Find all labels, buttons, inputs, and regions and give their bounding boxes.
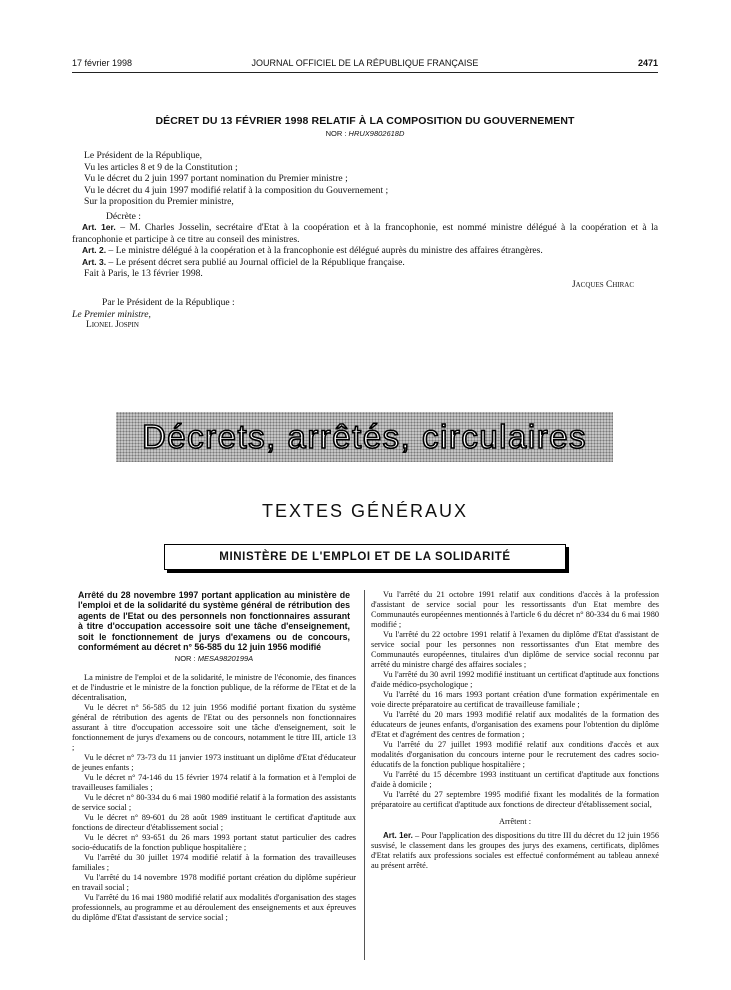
decree-visa: Vu le décret du 2 juin 1997 portant nomination du Premier ministre ; bbox=[84, 173, 348, 184]
decree-nor-label: NOR : bbox=[325, 129, 347, 138]
header-journal-title: JOURNAL OFFICIEL DE LA RÉPUBLIQUE FRANÇAISE bbox=[251, 58, 479, 68]
decree-nor-code: HRUX9802618D bbox=[348, 129, 405, 138]
arrete-paragraph: Vu l'arrêté du 15 décembre 1993 instituant un certificat d'aptitude aux fonctions d'aide à domicile ; bbox=[371, 770, 659, 789]
arrete-nor-code: MESA9820199A bbox=[197, 654, 254, 664]
decree-body bbox=[72, 150, 658, 332]
arrete-paragraph: Vu l'arrêté du 14 novembre 1978 modifié portant création du diplôme supérieur en travail social ; bbox=[72, 873, 356, 893]
column-divider bbox=[364, 590, 365, 960]
arrete-paragraph: La ministre de l'emploi et de la solidarité, le ministre de l'économie, des finances et de l'industrie et le ministre de la fonction publique, de la réforme de l'Etat et de la décentralisation, bbox=[72, 673, 356, 703]
decree-decrete: Décrète : bbox=[106, 210, 141, 222]
section-banner bbox=[116, 412, 613, 462]
arrete-paragraph: Vu le décret n° 73-73 du 11 janvier 1973 instituant un diplôme d'Etat d'éducateur de jeunes enfants ; bbox=[72, 753, 356, 773]
arrete-paragraph: Vu l'arrêté du 27 septembre 1995 modifié fixant les modalités de la formation préparatoire au certificat d'aptitude aux fonctions de directeur d'établissement social, bbox=[371, 790, 659, 809]
article-text: – M. Charles Josselin, secrétaire d'Etat à la coopération et à la francophonie, est nommé ministre délégué à la coopération et à la francophonie et participe à ce titre au conseil des ministres. bbox=[72, 222, 658, 245]
decree-title: DÉCRET DU 13 FÉVRIER 1998 RELATIF À LA COMPOSITION DU GOUVERNEMENT bbox=[155, 115, 575, 127]
decree-visa: Le Président de la République, bbox=[84, 150, 203, 161]
article-text: – Pour l'application des dispositions du titre III du décret du 12 juin 1956 susvisé, le classement dans les groupes des jurys des examens, certificats, diplômes d'Etat relatifs aux professions sociales est effectué conformément au tableau annexé au présent arrêté. bbox=[371, 831, 659, 870]
arrete-paragraph: Vu l'arrêté du 16 mars 1993 portant création d'une formation expérimentale en voie directe préparatoire au certificat de travailleuse familiale ; bbox=[371, 690, 659, 709]
arrete-paragraph: Vu le décret n° 80-334 du 6 mai 1980 modifié relatif à la formation des assistants de service social ; bbox=[72, 793, 356, 813]
decree-visa: Vu les articles 8 et 9 de la Constitution ; bbox=[84, 161, 238, 173]
arrete-nor bbox=[72, 654, 356, 664]
decree-pm-name: Lionel Jospin bbox=[86, 320, 139, 330]
arrete-paragraph: Vu l'arrêté du 20 mars 1993 modifié relatif aux modalités de la formation des éducateurs de jeunes enfants, d'organisation des examens pour l'obtention du diplôme d'Etat et d'agrément des centres de formation ; bbox=[371, 710, 659, 739]
header-date: 17 février 1998 bbox=[72, 58, 133, 68]
running-header bbox=[72, 58, 658, 73]
ministry-heading: MINISTÈRE DE L'EMPLOI ET DE LA SOLIDARITÉ bbox=[164, 544, 566, 570]
arrete-paragraph: Vu l'arrêté du 16 mai 1980 modifié relatif aux modalités d'organisation des stages professionnels, au programme et au déroulement des enseignements et aux épreuves du diplôme d'Etat d'assistant de service social ; bbox=[72, 893, 356, 923]
decree-article-2 bbox=[72, 245, 658, 257]
arrete-paragraph: Vu le décret n° 74-146 du 15 février 1974 relatif à la formation et à l'emploi de travailleuses familiales ; bbox=[72, 773, 356, 793]
article-text: – Le ministre délégué à la coopération et à la francophonie est délégué auprès du ministre des affaires étrangères. bbox=[106, 245, 543, 256]
left-column bbox=[72, 590, 356, 923]
decree-nor bbox=[72, 129, 658, 138]
decree-signer: Jacques Chirac bbox=[571, 279, 634, 290]
arrete-paragraph: Vu le décret n° 93-651 du 26 mars 1993 portant statut particulier des cadres socio-éducatifs de la fonction publique hospitalière ; bbox=[72, 833, 356, 853]
arrete-nor-label: NOR : bbox=[174, 654, 196, 664]
article-label: Art. 1er. bbox=[383, 831, 413, 840]
arrete-title: Arrêté du 28 novembre 1997 portant application au ministère de l'emploi et de la solidarité du système général de rétribution des agents de l'Etat ou des personnels non fonctionnaires assurant à titre d'occupation accessoire soit une tâche d'enseignement, soit le fonctionnement de jurys d'examens ou de concours, conformément au décret n° 56-585 du 12 juin 1956 modifié bbox=[78, 590, 350, 653]
arrete-paragraph: Vu l'arrêté du 30 juillet 1974 modifié relatif à la formation des travailleuses familiales ; bbox=[72, 853, 356, 873]
article-label: Art. 3. bbox=[82, 256, 107, 267]
arrete-article-1 bbox=[371, 831, 659, 871]
decree-article-3 bbox=[72, 257, 658, 269]
decree-par-le-president: Par le Président de la République : bbox=[102, 297, 235, 308]
arrete-paragraph: Vu l'arrêté du 22 octobre 1991 relatif à l'examen du diplôme d'Etat d'assistant de service social pour les personnes non ressortissantes d'un Etat membre des Communautés européennes, titulaires d'un diplôme de service social reconnu par arrêté du ministre chargé des affaires sociales ; bbox=[371, 630, 659, 669]
right-column bbox=[371, 590, 659, 871]
section-heading: TEXTES GÉNÉRAUX bbox=[261, 501, 469, 521]
arrete-paragraph: Vu le décret n° 89-601 du 28 août 1989 instituant le certificat d'aptitude aux fonctions de directeur d'établissement social ; bbox=[72, 813, 356, 833]
decree-article-1 bbox=[72, 222, 658, 245]
decree-pm-title: Le Premier ministre, bbox=[72, 308, 151, 320]
arrete-arretent: Arrêtent : bbox=[498, 817, 532, 826]
decree-visa: Vu le décret du 4 juin 1997 modifié relatif à la composition du Gouvernement ; bbox=[84, 184, 389, 196]
arrete-paragraph: Vu l'arrêté du 21 octobre 1991 relatif aux conditions d'accès à la profession d'assistant de service social pour les ressortissants d'un Etat membre des Communautés européennes mentionnés à l'article 6 du décret n° 80-334 du 6 mai 1980 modifié ; bbox=[371, 590, 659, 629]
header-page-number: 2471 bbox=[637, 58, 658, 68]
arrete-paragraph: Vu l'arrêté du 27 juillet 1993 modifié relatif aux conditions d'accès et aux modalités d'organisation du concours interne pour le recrutement des cadres socio-éducatifs de la fonction publique hospitalière ; bbox=[371, 740, 659, 769]
arrete-paragraph: Vu le décret n° 56-585 du 12 juin 1956 modifié portant fixation du système général de rétribution des agents de l'Etat ou des personnels non fonctionnaires assurant à titre d'occupation accessoire soit une tâche d'enseignement, soit le fonctionnement de jurys d'examens ou de concours, notamment le titre III, article 13 ; bbox=[72, 703, 356, 753]
decree-fait: Fait à Paris, le 13 février 1998. bbox=[84, 268, 203, 279]
article-text: – Le présent décret sera publié au Journal officiel de la République française. bbox=[106, 256, 405, 268]
article-label: Art. 2. bbox=[82, 245, 107, 255]
article-label: Art. 1er. bbox=[82, 222, 116, 232]
decree-visa: Sur la proposition du Premier ministre, bbox=[84, 196, 234, 207]
arrete-paragraph: Vu l'arrêté du 30 avril 1992 modifié instituant un certificat d'aptitude aux fonctions d'aide médico-psychologique ; bbox=[371, 670, 659, 689]
banner-title: Décrets, arrêtés, circulaires bbox=[141, 418, 588, 455]
